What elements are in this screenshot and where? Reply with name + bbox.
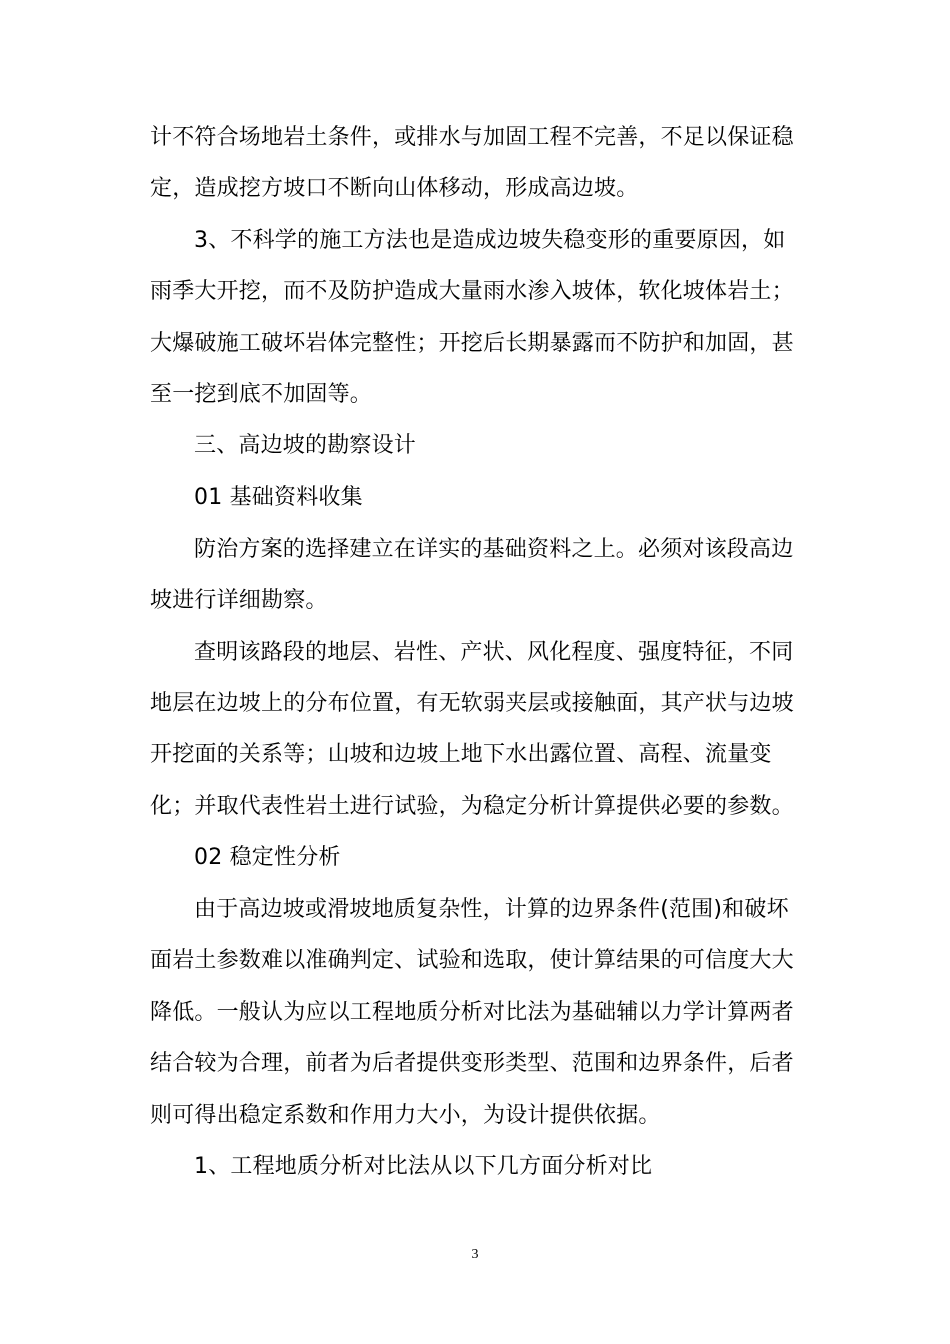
- section-heading: 三、高边坡的勘察设计: [194, 433, 417, 458]
- text-line-16: 由于高边坡或滑坡地质复杂性，计算的边界条件(范围)和破坏: [194, 897, 789, 922]
- text-line-12: 地层在边坡上的分布位置，有无软弱夹层或接触面，其产状与边坡: [150, 691, 794, 716]
- text-line-10: 坡进行详细勘察。: [150, 588, 328, 613]
- text-line-20: 则可得出稳定系数和作用力大小，为设计提供依据。: [150, 1103, 661, 1128]
- text-line-11: 查明该路段的地层、岩性、产状、风化程度、强度特征，不同: [194, 640, 794, 665]
- subsection-heading-02: 02 稳定性分析: [194, 845, 341, 870]
- text-line-18: 降低。一般认为应以工程地质分析对比法为基础辅以力学计算两者: [150, 1000, 794, 1025]
- text-line-13: 开挖面的关系等；山坡和边坡上地下水出露位置、高程、流量变: [150, 742, 772, 767]
- text-line-14: 化；并取代表性岩土进行试验，为稳定分析计算提供必要的参数。: [150, 794, 794, 819]
- page-number: 3: [471, 1247, 479, 1262]
- text-line-4: 雨季大开挖，而不及防护造成大量雨水渗入坡体，软化坡体岩土；: [150, 279, 794, 304]
- text-line-6: 至一挖到底不加固等。: [150, 382, 373, 407]
- text-line-5: 大爆破施工破坏岩体完整性；开挖后长期暴露而不防护和加固，甚: [150, 331, 794, 356]
- text-line-9: 防治方案的选择建立在详实的基础资料之上。必须对该段高边: [194, 537, 794, 562]
- text-line-17: 面岩土参数难以准确判定、试验和选取，使计算结果的可信度大大: [150, 948, 794, 973]
- text-line-3: 3、不科学的施工方法也是造成边坡失稳变形的重要原因，如: [194, 228, 786, 253]
- text-line-19: 结合较为合理，前者为后者提供变形类型、范围和边界条件，后者: [150, 1051, 794, 1076]
- subsection-heading-01: 01 基础资料收集: [194, 485, 363, 510]
- text-line-1: 计不符合场地岩土条件，或排水与加固工程不完善，不足以保证稳: [150, 125, 794, 150]
- text-line-2: 定，造成挖方坡口不断向山体移动，形成高边坡。: [150, 176, 639, 201]
- text-line-21: 1、工程地质分析对比法从以下几方面分析对比: [194, 1154, 653, 1179]
